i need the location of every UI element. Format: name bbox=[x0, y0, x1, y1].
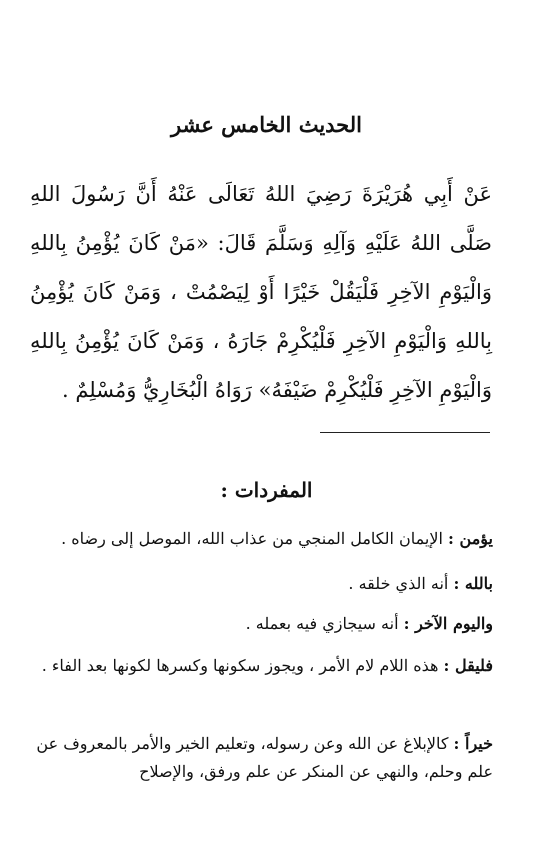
vocabulary-term: يؤمن : bbox=[448, 529, 493, 548]
vocabulary-entry bbox=[28, 525, 493, 553]
vocabulary-definition: أنه الذي خلقه . bbox=[348, 574, 449, 593]
vocabulary-definition: كالإبلاغ عن الله وعن رسوله، وتعليم الخير والأمر بالمعروف عن علم وحلم، والنهي عن المنكر عن علم ورفق، والإصلاح bbox=[36, 734, 493, 781]
vocabulary-heading: المفردات : bbox=[220, 478, 313, 502]
vocabulary-term: فليقل : bbox=[443, 656, 493, 675]
hadith-text: عَنْ أَبِي هُرَيْرَةَ رَضِيَ اللهُ تَعَالَى عَنْهُ أَنَّ رَسُولَ اللهِ صَلَّى اللهُ عَلَيْهِ وَآلِهِ وَسَلَّمَ قَالَ: «مَنْ كَانَ يُؤْمِنُ بِاللهِ وَالْيَوْمِ الآخِرِ فَلْيَقُلْ خَيْرًا أَوْ لِيَصْمُتْ ، وَمَنْ كَانَ يُؤْمِنُ بِاللهِ وَالْيَوْمِ الآخِرِ فَلْيُكْرِمْ جَارَهُ ، وَمَنْ كَانَ يُؤْمِنُ بِاللهِ وَالْيَوْمِ الآخِرِ فَلْيُكْرِمْ ضَيْفَهُ» رَوَاهُ الْبُخَارِيُّ وَمُسْلِمٌ . bbox=[30, 182, 492, 402]
vocabulary-entry bbox=[28, 570, 493, 598]
vocabulary-term: واليوم الآخر : bbox=[403, 614, 493, 633]
vocabulary-entry bbox=[28, 652, 493, 680]
vocabulary-definition: الإيمان الكامل المنجي من عذاب الله، الموصل إلى رضاه . bbox=[61, 529, 443, 548]
vocabulary-entry bbox=[28, 610, 493, 638]
vocabulary-term: خيراً : bbox=[453, 734, 493, 753]
vocabulary-entry bbox=[28, 730, 493, 786]
vocabulary-definition: هذه اللام لام الأمر ، ويجوز سكونها وكسرها لكونها بعد الفاء . bbox=[41, 656, 439, 675]
vocabulary-definition: أنه سيجازي فيه بعمله . bbox=[245, 614, 399, 633]
hadith-title: الحديث الخامس عشر bbox=[171, 112, 362, 137]
vocabulary-term: بالله : bbox=[453, 574, 493, 593]
section-divider bbox=[320, 432, 490, 433]
